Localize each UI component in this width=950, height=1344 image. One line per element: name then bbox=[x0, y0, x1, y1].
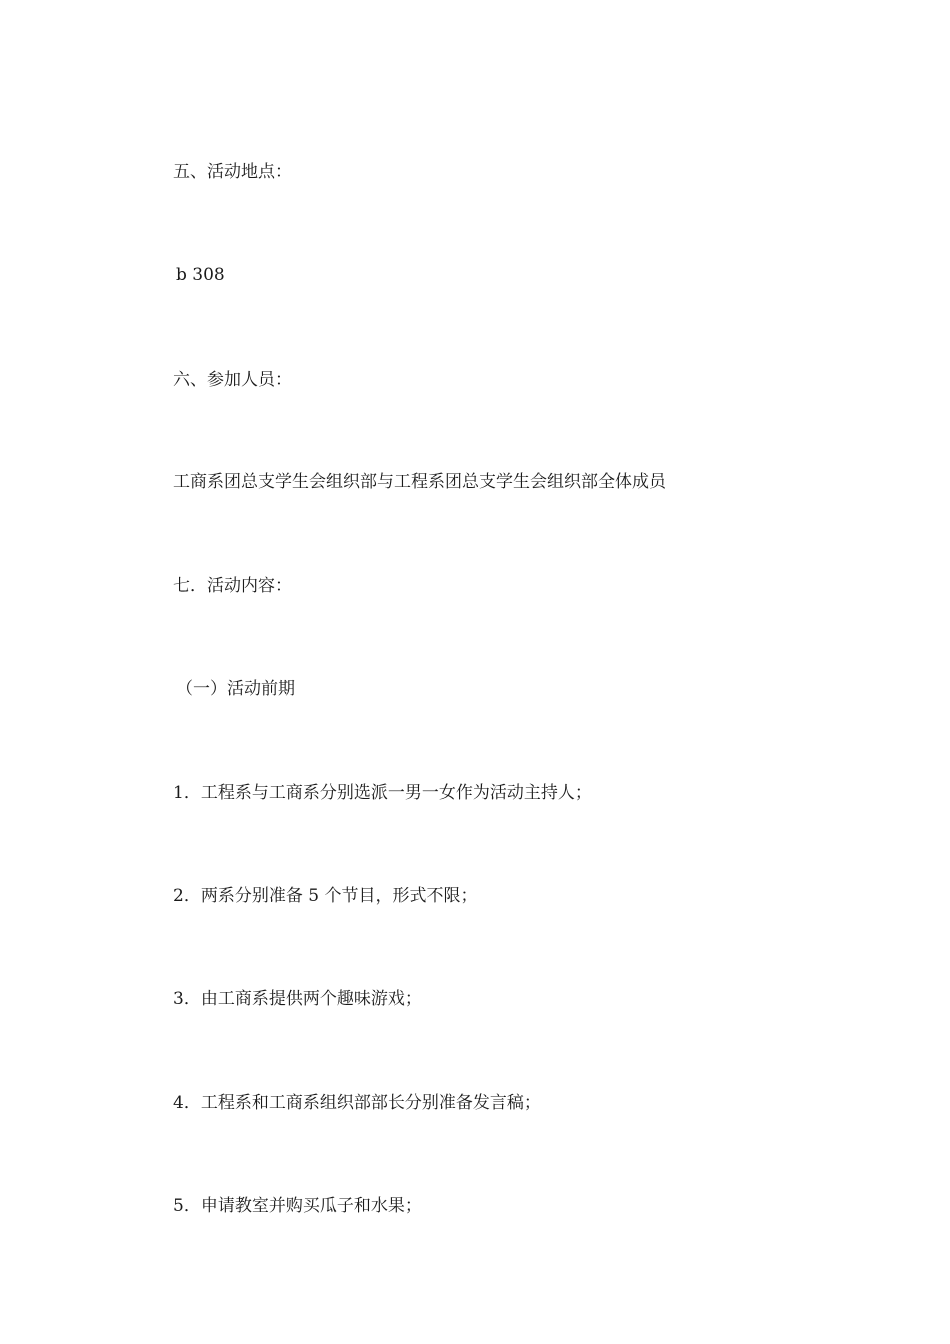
section-7-heading: 七．活动内容： bbox=[173, 576, 292, 596]
list-item: 5．申请教室并购买瓜子和水果； bbox=[173, 1196, 422, 1216]
list-item: 3．由工商系提供两个趣味游戏； bbox=[173, 989, 422, 1009]
list-item: 2．两系分别准备 5 个节目，形式不限； bbox=[173, 886, 478, 906]
participants: 工商系团总支学生会组织部与工程系团总支学生会组织部全体成员 bbox=[173, 472, 666, 492]
list-item: 4．工程系和工商系组织部部长分别准备发言稿； bbox=[173, 1093, 541, 1113]
section-5-heading: 五、活动地点： bbox=[173, 162, 292, 182]
list-item: 1．工程系与工商系分别选派一男一女作为活动主持人； bbox=[173, 783, 592, 803]
activity-location: b 308 bbox=[176, 265, 225, 285]
subsection-early-heading: （一）活动前期 bbox=[176, 679, 295, 699]
section-6-heading: 六、参加人员： bbox=[173, 370, 292, 390]
